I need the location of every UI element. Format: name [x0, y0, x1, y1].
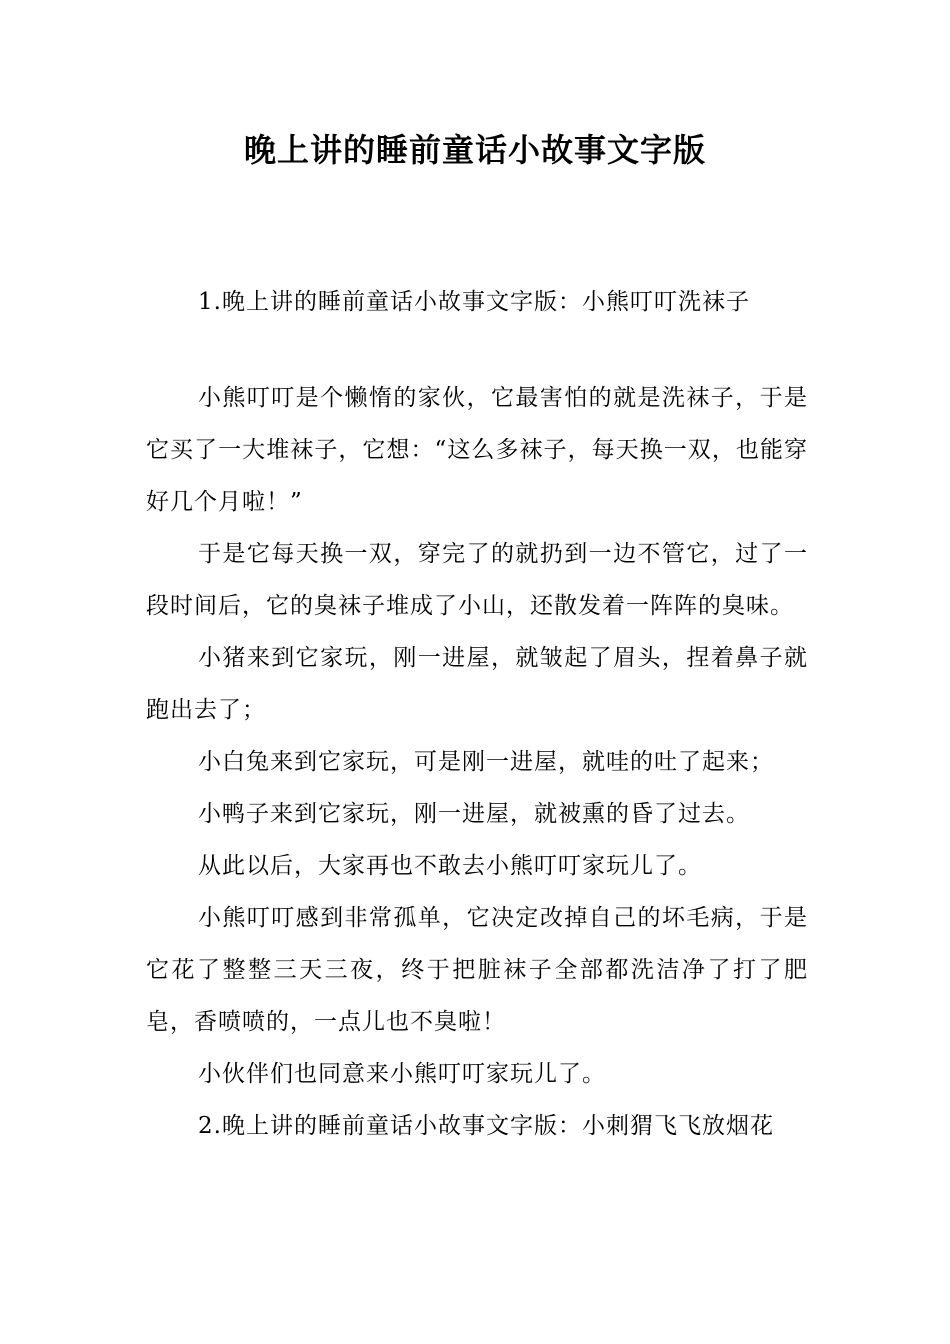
paragraph-3: 小猪来到它家玩，刚一进屋，就皱起了眉头，捏着鼻子就跑出去了； — [146, 645, 808, 723]
paragraph-4: 小白兔来到它家玩，可是刚一进屋，就哇的吐了起来； — [198, 749, 774, 775]
section-heading-2: 2.晚上讲的睡前童话小故事文字版：小刺猬飞飞放烟花 — [198, 1113, 774, 1139]
paragraph-5: 小鸭子来到它家玩，刚一进屋，就被熏的昏了过去。 — [198, 801, 750, 827]
paragraph-1: 小熊叮叮是个懒惰的家伙，它最害怕的就是洗袜子，于是它买了一大堆袜子，它想：“这么多袜子，每天换一双，也能穿好几个月啦！” — [146, 385, 808, 515]
paragraph-gap — [146, 328, 808, 372]
document-title: 晚上讲的睡前童话小故事文字版 — [243, 131, 706, 169]
paragraph-6: 从此以后，大家再也不敢去小熊叮叮家玩儿了。 — [198, 853, 702, 879]
section-heading-1: 1.晚上讲的睡前童话小故事文字版：小熊叮叮洗袜子 — [198, 289, 750, 315]
document-body — [146, 276, 808, 1152]
paragraph-2: 于是它每天换一双，穿完了的就扔到一边不管它，过了一段时间后，它的臭袜子堆成了小山，还散发着一阵阵的臭味。 — [146, 541, 808, 619]
paragraph-8: 小伙伴们也同意来小熊叮叮家玩儿了。 — [198, 1061, 606, 1087]
paragraph-7: 小熊叮叮感到非常孤单，它决定改掉自己的坏毛病，于是它花了整整三天三夜，终于把脏袜子全部都洗洁净了打了肥皂，香喷喷的，一点儿也不臭啦！ — [146, 905, 808, 1035]
